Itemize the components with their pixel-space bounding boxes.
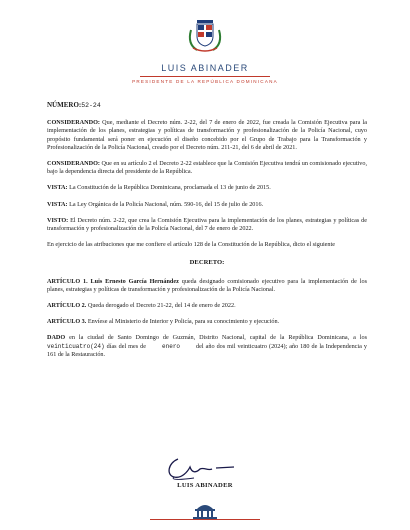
coat-of-arms-icon: [183, 14, 227, 54]
considerando-2: CONSIDERANDO: Que en su artículo 2 el Decreto 2-22 establece que la Comisión Ejecutiva tendrá un comisionado ejecutivo, bajo la dependencia directa del presidente de la República.: [47, 160, 367, 176]
decree-number: NÚMERO:52-24: [47, 101, 101, 109]
building-emblem-icon: [189, 501, 221, 519]
header-divider: [140, 76, 270, 77]
articulo-1: ARTÍCULO 1. Luis Ernesto García Hernández queda designado comisionado ejecutivo para la implementación de los planes, estrategias y políticas de transformación y profesionalización de la Policía Nacional.: [47, 277, 368, 293]
dado-clause: DADO en la ciudad de Santo Domingo de Guzmán, Distrito Nacional, capital de la República Dominicana, a los veinticuatro(24) días del mes de enero del año dos mil veinticuatro (2024); año 180 de la Independencia y 161 de la Restauración.: [47, 334, 367, 358]
president-title: PRESIDENTE DE LA REPÚBLICA DOMINICANA: [132, 79, 278, 84]
articulo-2: ARTÍCULO 2. Queda derogado el Decreto 21-22, del 14 de enero de 2022.: [47, 302, 236, 310]
preamble: En ejercicio de las atribuciones que me confiere el artículo 128 de la Constitución de la República, dicto el siguiente: [47, 241, 335, 249]
decree-number-value: 52-24: [81, 102, 101, 109]
decree-heading: DECRETO:: [189, 259, 225, 267]
signer-name: LUIS ABINADER: [177, 482, 233, 489]
footer-divider: [150, 519, 260, 520]
day-typed: veinticuatro(24): [47, 342, 105, 350]
decree-body: [47, 101, 367, 367]
vista-constitucion: VISTA: La Constitución de la República Dominicana, proclamada el 13 de junio de 2015.: [47, 184, 271, 192]
appointee-name: Luis Ernesto García Hernández: [90, 277, 179, 285]
articulo-3: ARTÍCULO 3. Envíese al Ministerio de Interior y Policía, para su conocimiento y ejecución.: [47, 318, 280, 326]
vista-ley-organica: VISTA: La Ley Orgánica de la Policía Nacional, núm. 590-16, del 15 de julio de 2016.: [47, 200, 264, 208]
month-typed: enero: [162, 342, 181, 350]
letterhead: [0, 14, 410, 84]
visto-decreto: VISTO: El Decreto núm. 2-22, que crea la Comisión Ejecutiva para la implementación de los planes, estrategias y políticas de transformación y profesionalización de la Policía Nacional, del 7 de enero de 2022.: [47, 216, 368, 233]
president-name: LUIS ABINADER: [161, 63, 249, 73]
considerando-1: CONSIDERANDO: Que, mediante el Decreto núm. 2-22, del 7 de enero de 2022, fue creada la Comisión Ejecutiva para la implementación de los planes, estrategias y políticas de transformación y profesionalización de la Policía Nacional, cuyo propósito fundamental será poner en ejecución el diseño concebido por el Grupo de Trabajo para la Transformación y Profesionalización de la Policía Nacional, creado por el Decreto núm. 211-21, del 6 de abril de 2021.: [47, 119, 368, 151]
signature: [160, 455, 250, 481]
